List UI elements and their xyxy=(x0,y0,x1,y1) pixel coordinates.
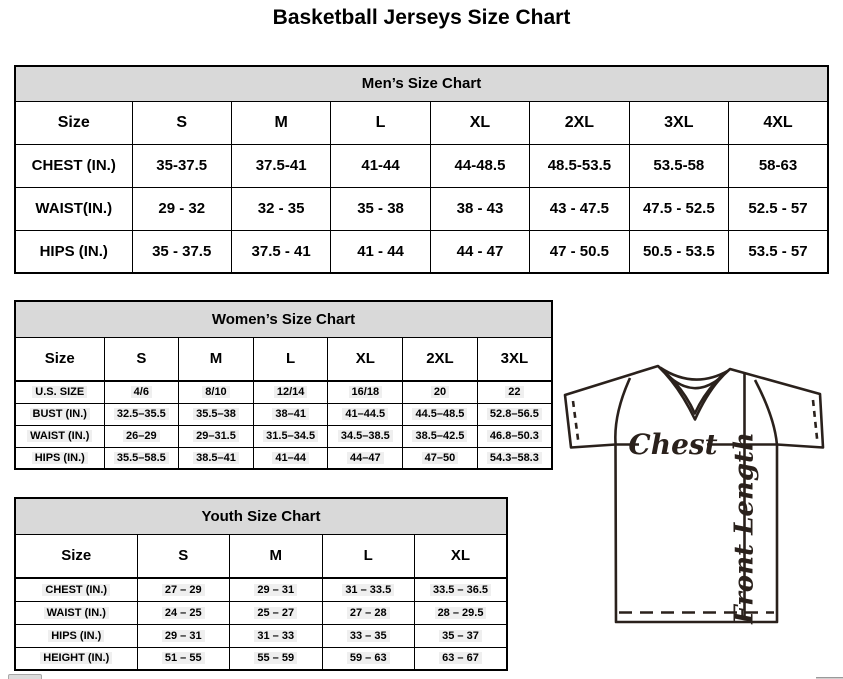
size-header-cell: Size xyxy=(15,534,137,578)
mens-table-title: Men’s Size Chart xyxy=(15,66,828,101)
row-label xyxy=(15,425,104,447)
column-header: S xyxy=(137,534,230,578)
value-cell: 37.5-41 xyxy=(231,144,330,187)
value-cell: 35 – 37 xyxy=(415,624,508,647)
column-header: 4XL xyxy=(729,101,828,144)
jersey-measurement-diagram xyxy=(558,356,838,668)
value-cell: 38–41 xyxy=(253,403,328,425)
value-cell: 16/18 xyxy=(328,381,403,403)
row-label xyxy=(15,601,137,624)
value-cell: 22 xyxy=(477,381,552,403)
value-cell: 31 – 33 xyxy=(230,624,323,647)
value-cell: 29 – 31 xyxy=(230,578,323,601)
value-cell: 47 - 50.5 xyxy=(530,230,629,273)
row-label-text: U.S. SIZE xyxy=(32,386,87,398)
column-header: 2XL xyxy=(403,337,478,381)
row-label xyxy=(15,381,104,403)
value-cell: 47–50 xyxy=(403,447,478,469)
size-header-cell: Size xyxy=(15,337,104,381)
row-label-text: WAIST (IN.) xyxy=(44,607,109,619)
value-cell: 54.3–58.3 xyxy=(477,447,552,469)
value-cell: 35-37.5 xyxy=(132,144,231,187)
chest-label: Chest xyxy=(628,428,718,461)
value-cell: 35.5–38 xyxy=(179,403,254,425)
value-cell: 29 - 32 xyxy=(132,187,231,230)
value-cell: 25 – 27 xyxy=(230,601,323,624)
value-cell: 41-44 xyxy=(331,144,430,187)
value-cell: 43 - 47.5 xyxy=(530,187,629,230)
row-label xyxy=(15,447,104,469)
value-cell: 44-48.5 xyxy=(430,144,529,187)
column-header: L xyxy=(322,534,415,578)
value-cell: 29 – 31 xyxy=(137,624,230,647)
column-header: M xyxy=(231,101,330,144)
front-length-label: Front Length xyxy=(729,432,760,624)
value-cell: 31 – 33.5 xyxy=(322,578,415,601)
value-cell: 41–44.5 xyxy=(328,403,403,425)
value-cell: 58-63 xyxy=(729,144,828,187)
value-cell: 20 xyxy=(403,381,478,403)
row-label-text: HIPS (IN.) xyxy=(32,452,88,464)
row-label xyxy=(15,624,137,647)
column-header: XL xyxy=(415,534,508,578)
left-cuff-dashed-line xyxy=(573,401,579,443)
value-cell: 29–31.5 xyxy=(179,425,254,447)
column-header: M xyxy=(179,337,254,381)
value-cell: 34.5–38.5 xyxy=(328,425,403,447)
value-cell: 38.5–42.5 xyxy=(403,425,478,447)
row-label xyxy=(15,647,137,670)
column-header: L xyxy=(253,337,328,381)
value-cell: 8/10 xyxy=(179,381,254,403)
horizontal-scrollbar-fragment-left[interactable] xyxy=(8,674,42,679)
value-cell: 12/14 xyxy=(253,381,328,403)
value-cell: 52.8–56.5 xyxy=(477,403,552,425)
value-cell: 41–44 xyxy=(253,447,328,469)
value-cell: 4/6 xyxy=(104,381,179,403)
value-cell: 33.5 – 36.5 xyxy=(415,578,508,601)
size-header-cell: Size xyxy=(15,101,132,144)
right-cuff-dashed-line xyxy=(813,400,818,443)
value-cell: 32.5–35.5 xyxy=(104,403,179,425)
mens-size-chart-table xyxy=(14,65,829,274)
row-label-text: WAIST (IN.) xyxy=(27,430,92,442)
column-header: S xyxy=(104,337,179,381)
value-cell: 32 - 35 xyxy=(231,187,330,230)
column-header: L xyxy=(331,101,430,144)
value-cell: 26–29 xyxy=(104,425,179,447)
value-cell: 52.5 - 57 xyxy=(729,187,828,230)
value-cell: 28 – 29.5 xyxy=(415,601,508,624)
row-label xyxy=(15,578,137,601)
column-header: 2XL xyxy=(530,101,629,144)
value-cell: 53.5 - 57 xyxy=(729,230,828,273)
value-cell: 51 – 55 xyxy=(137,647,230,670)
row-label-text: HEIGHT (IN.) xyxy=(40,652,112,664)
column-header: 3XL xyxy=(629,101,728,144)
column-header: 3XL xyxy=(477,337,552,381)
value-cell: 46.8–50.3 xyxy=(477,425,552,447)
value-cell: 27 – 28 xyxy=(322,601,415,624)
value-cell: 44.5–48.5 xyxy=(403,403,478,425)
row-label: HIPS (IN.) xyxy=(15,230,132,273)
row-label xyxy=(15,403,104,425)
value-cell: 50.5 - 53.5 xyxy=(629,230,728,273)
row-label-text: HIPS (IN.) xyxy=(48,630,104,642)
value-cell: 35 - 38 xyxy=(331,187,430,230)
value-cell: 47.5 - 52.5 xyxy=(629,187,728,230)
value-cell: 38 - 43 xyxy=(430,187,529,230)
womens-table-title: Women’s Size Chart xyxy=(15,301,552,337)
womens-size-chart-table xyxy=(14,300,553,470)
column-header: XL xyxy=(430,101,529,144)
column-header: XL xyxy=(328,337,403,381)
value-cell: 38.5–41 xyxy=(179,447,254,469)
value-cell: 59 – 63 xyxy=(322,647,415,670)
value-cell: 33 – 35 xyxy=(322,624,415,647)
value-cell: 37.5 - 41 xyxy=(231,230,330,273)
page-title: Basketball Jerseys Size Chart xyxy=(272,6,571,29)
value-cell: 44 - 47 xyxy=(430,230,529,273)
row-label: WAIST(IN.) xyxy=(15,187,132,230)
value-cell: 35 - 37.5 xyxy=(132,230,231,273)
value-cell: 27 – 29 xyxy=(137,578,230,601)
row-label: CHEST (IN.) xyxy=(15,144,132,187)
value-cell: 48.5-53.5 xyxy=(530,144,629,187)
row-label-text: CHEST (IN.) xyxy=(42,584,110,596)
value-cell: 24 – 25 xyxy=(137,601,230,624)
value-cell: 41 - 44 xyxy=(331,230,430,273)
value-cell: 55 – 59 xyxy=(230,647,323,670)
value-cell: 53.5-58 xyxy=(629,144,728,187)
column-header: S xyxy=(132,101,231,144)
row-label-text: BUST (IN.) xyxy=(30,408,90,420)
jersey-outline xyxy=(565,366,823,622)
value-cell: 31.5–34.5 xyxy=(253,425,328,447)
value-cell: 44–47 xyxy=(328,447,403,469)
youth-size-chart-table xyxy=(14,497,508,671)
value-cell: 63 – 67 xyxy=(415,647,508,670)
column-header: M xyxy=(230,534,323,578)
value-cell: 35.5–58.5 xyxy=(104,447,179,469)
youth-table-title: Youth Size Chart xyxy=(15,498,507,534)
